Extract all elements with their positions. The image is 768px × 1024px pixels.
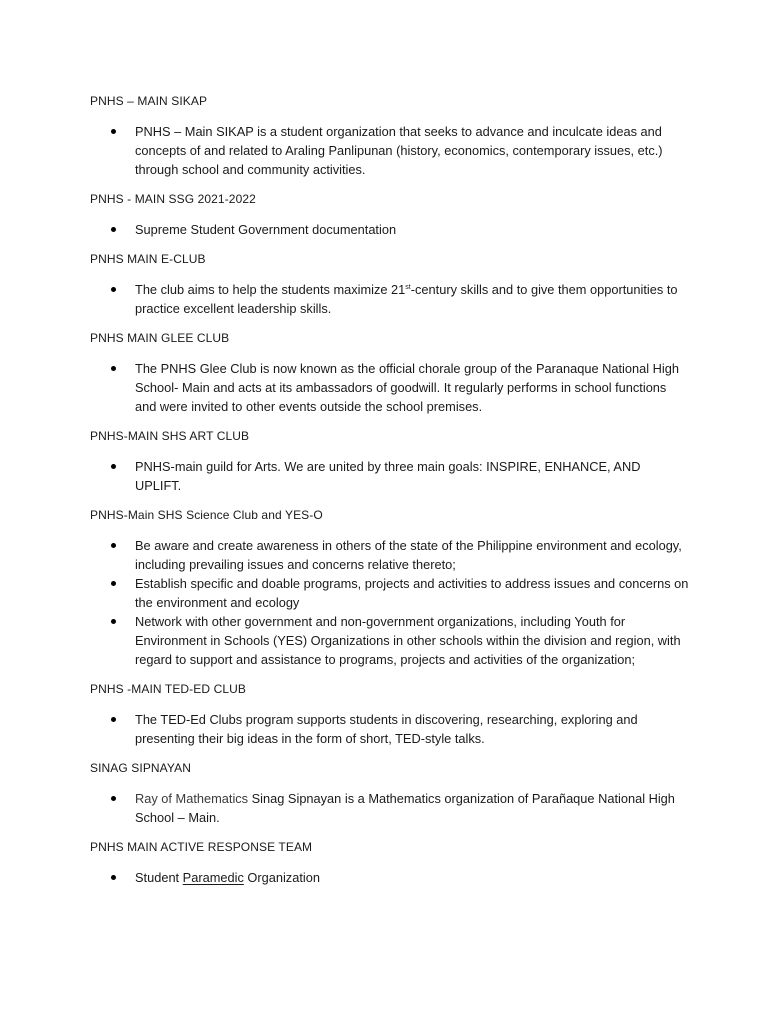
list-item: [90, 220, 690, 239]
section-heading: PNHS -MAIN TED-ED CLUB: [90, 682, 246, 696]
bullet-icon: [111, 581, 116, 586]
bullet-icon: [111, 227, 116, 232]
bullet-list: [90, 536, 690, 669]
list-item: [90, 868, 690, 887]
section-heading: PNHS MAIN ACTIVE RESPONSE TEAM: [90, 840, 313, 854]
bullet-icon: [111, 717, 116, 722]
list-item-text: The PNHS Glee Club is now known as the official chorale group of the Paranaque National High School- Main and acts at its ambassadors of goodwill. It regularly performs in school functions and were invited to other events outside the school premises.: [135, 361, 679, 414]
document-page: [90, 93, 690, 899]
list-item-text: PNHS-main guild for Arts. We are united by three main goals: INSPIRE, ENHANCE, AND UPLIFT.: [135, 459, 641, 493]
list-item-text: Establish specific and doable programs, projects and activities to address issues and concerns on the environment and ecology: [135, 576, 689, 610]
bullet-icon: [111, 875, 116, 880]
list-item-text-start: Student: [135, 870, 183, 885]
list-item: [90, 789, 690, 827]
section-heading: PNHS-Main SHS Science Club and YES-O: [90, 508, 323, 522]
list-item-text: The TED-Ed Clubs program supports students in discovering, researching, exploring and presenting their big ideas in the form of short, TED-style talks.: [135, 712, 638, 746]
list-item: [90, 574, 690, 612]
list-item-text: Supreme Student Government documentation: [135, 222, 397, 237]
list-item-text: Network with other government and non-government organizations, including Youth for Environment in Schools (YES) Organizations in other schools within the division and region, with regard to support and assistance to programs, projects and activities of the organization;: [135, 614, 681, 667]
list-item-text-end: Organization: [243, 870, 320, 885]
bullet-list: [90, 868, 690, 887]
bullet-list: [90, 122, 690, 179]
bullet-icon: [111, 366, 116, 371]
section-heading: SINAG SIPNAYAN: [90, 761, 191, 775]
list-item: [90, 280, 690, 318]
list-item-text: PNHS – Main SIKAP is a student organization that seeks to advance and inculcate ideas and concepts of and related to Araling Panlipunan (history, economics, contemporary issues, etc.) through school and community activities.: [135, 124, 663, 177]
bullet-icon: [111, 464, 116, 469]
underlined-word: Paramedic: [182, 870, 244, 885]
ordinal-superscript: st: [405, 284, 411, 291]
list-item-text-end: -century skills and to give them opportunities to practice excellent leadership skills.: [135, 282, 678, 316]
section-heading: PNHS MAIN GLEE CLUB: [90, 331, 230, 345]
list-item: [90, 359, 690, 416]
list-item: [90, 612, 690, 669]
bullet-icon: [111, 287, 116, 292]
bullet-list: [90, 789, 690, 827]
list-item: [90, 122, 690, 179]
bullet-icon: [111, 129, 116, 134]
list-item-lead-text: Ray of Mathematics: [135, 791, 249, 806]
bullet-icon: [111, 796, 116, 801]
list-item-text-start: The club aims to help the students maximize 21: [135, 282, 406, 297]
list-item: [90, 536, 690, 574]
bullet-list: [90, 220, 690, 239]
bullet-list: [90, 457, 690, 495]
section-heading: PNHS – MAIN SIKAP: [90, 94, 208, 108]
section-heading: PNHS MAIN E-CLUB: [90, 252, 206, 266]
bullet-list: [90, 280, 690, 318]
bullet-icon: [111, 543, 116, 548]
bullet-list: [90, 359, 690, 416]
section-heading: PNHS-MAIN SHS ART CLUB: [90, 429, 250, 443]
list-item: [90, 710, 690, 748]
bullet-icon: [111, 619, 116, 624]
bullet-list: [90, 710, 690, 748]
section-heading: PNHS - MAIN SSG 2021-2022: [90, 192, 256, 206]
list-item-text: Be aware and create awareness in others of the state of the Philippine environment and ecology, including prevailing issues and concerns relative thereto;: [135, 538, 682, 572]
list-item-text: Sinag Sipnayan is a Mathematics organization of Parañaque National High School – Main.: [135, 791, 675, 825]
list-item: [90, 457, 690, 495]
